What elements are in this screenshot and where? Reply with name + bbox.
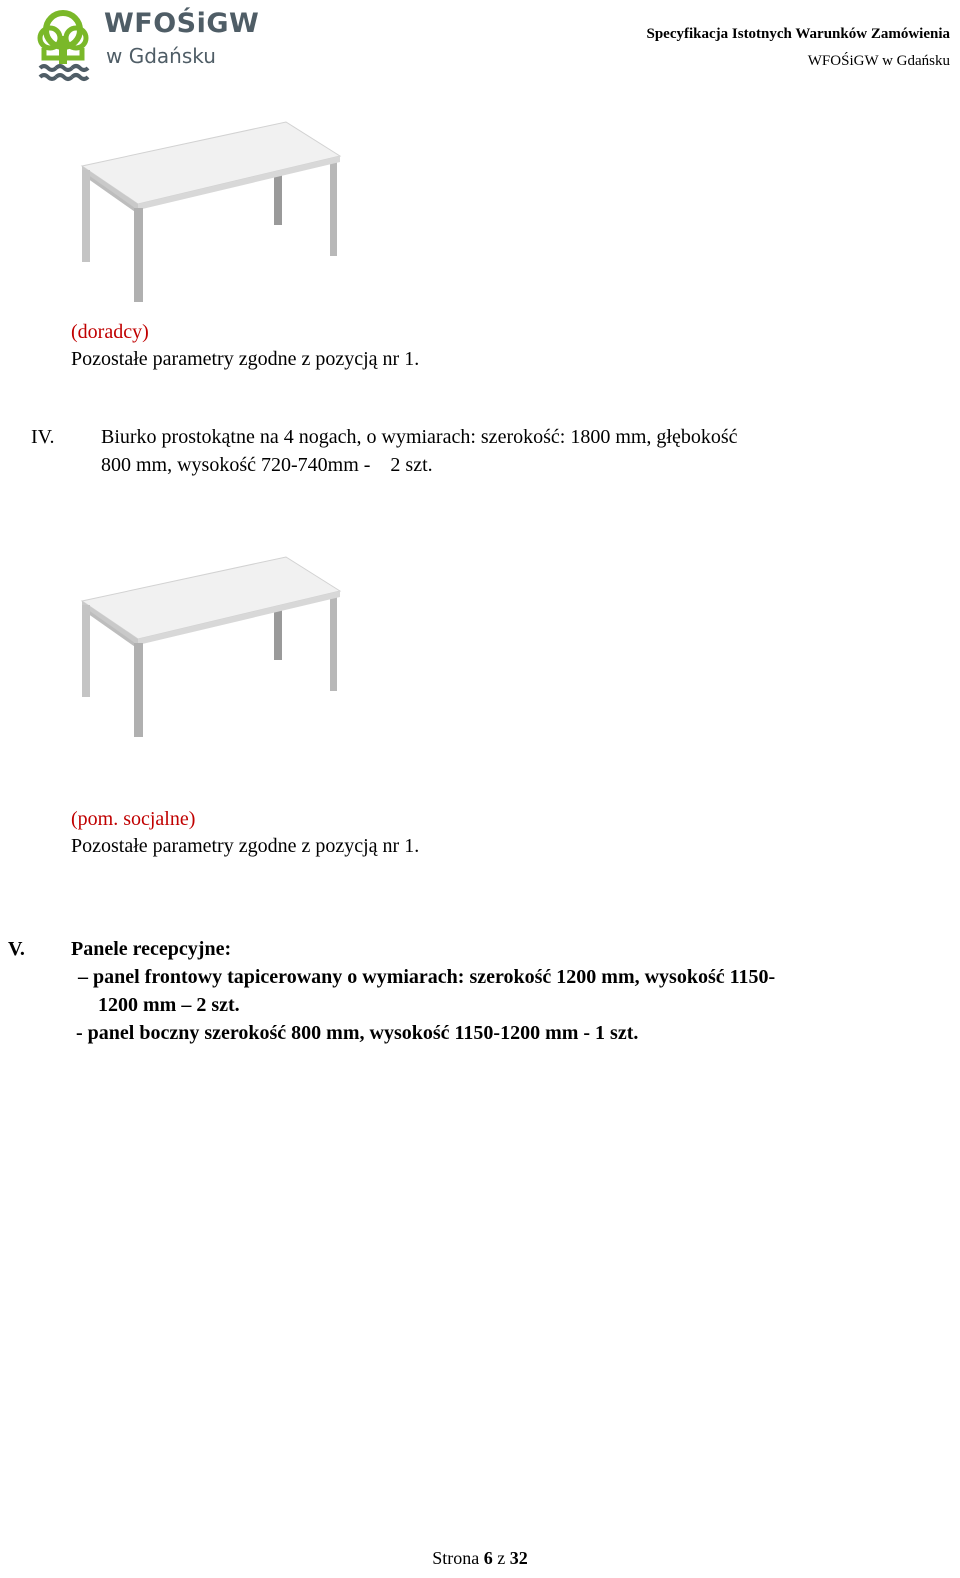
section-number-v: V. — [8, 938, 25, 960]
desk-image — [76, 553, 346, 743]
section-iv-line2: 800 mm, wysokość 720-740mm - 2 szt. — [101, 454, 433, 476]
page-total: 32 — [509, 1548, 528, 1568]
section-v-item1-line2: 1200 mm – 2 szt. — [98, 994, 240, 1016]
logo-text-main: WFOŚiGW — [104, 8, 260, 39]
document-title: Specyfikacja Istotnych Warunków Zamówienia — [646, 26, 950, 42]
page-prefix: Strona — [432, 1548, 480, 1568]
parameters-note: Pozostałe parametry zgodne z pozycją nr 1. — [71, 348, 420, 370]
annotation-pom-socjalne: (pom. socjalne) — [71, 808, 196, 830]
section-v-item2: - panel boczny szerokość 800 mm, wysokość 1150-1200 mm - 1 szt. — [76, 1022, 639, 1044]
organization-name: WFOŚiGW w Gdańsku — [807, 53, 950, 69]
desk-image — [76, 118, 346, 308]
section-v-title: Panele recepcyjne: — [71, 938, 232, 960]
annotation-doradcy: (doradcy) — [71, 321, 149, 343]
section-number-iv: IV. — [31, 426, 55, 448]
page-sep: z — [497, 1548, 506, 1568]
logo-text-sub: w Gdańsku — [106, 44, 216, 68]
page-current: 6 — [483, 1548, 493, 1568]
section-iv-line1: Biurko prostokątne na 4 nogach, o wymiarach: szerokość: 1800 mm, głębokość — [101, 426, 738, 448]
page-number — [0, 1548, 960, 1569]
section-v-item1-line1: – panel frontowy tapicerowany o wymiarach: szerokość 1200 mm, wysokość 1150- — [78, 966, 776, 988]
parameters-note: Pozostałe parametry zgodne z pozycją nr 1. — [71, 835, 420, 857]
